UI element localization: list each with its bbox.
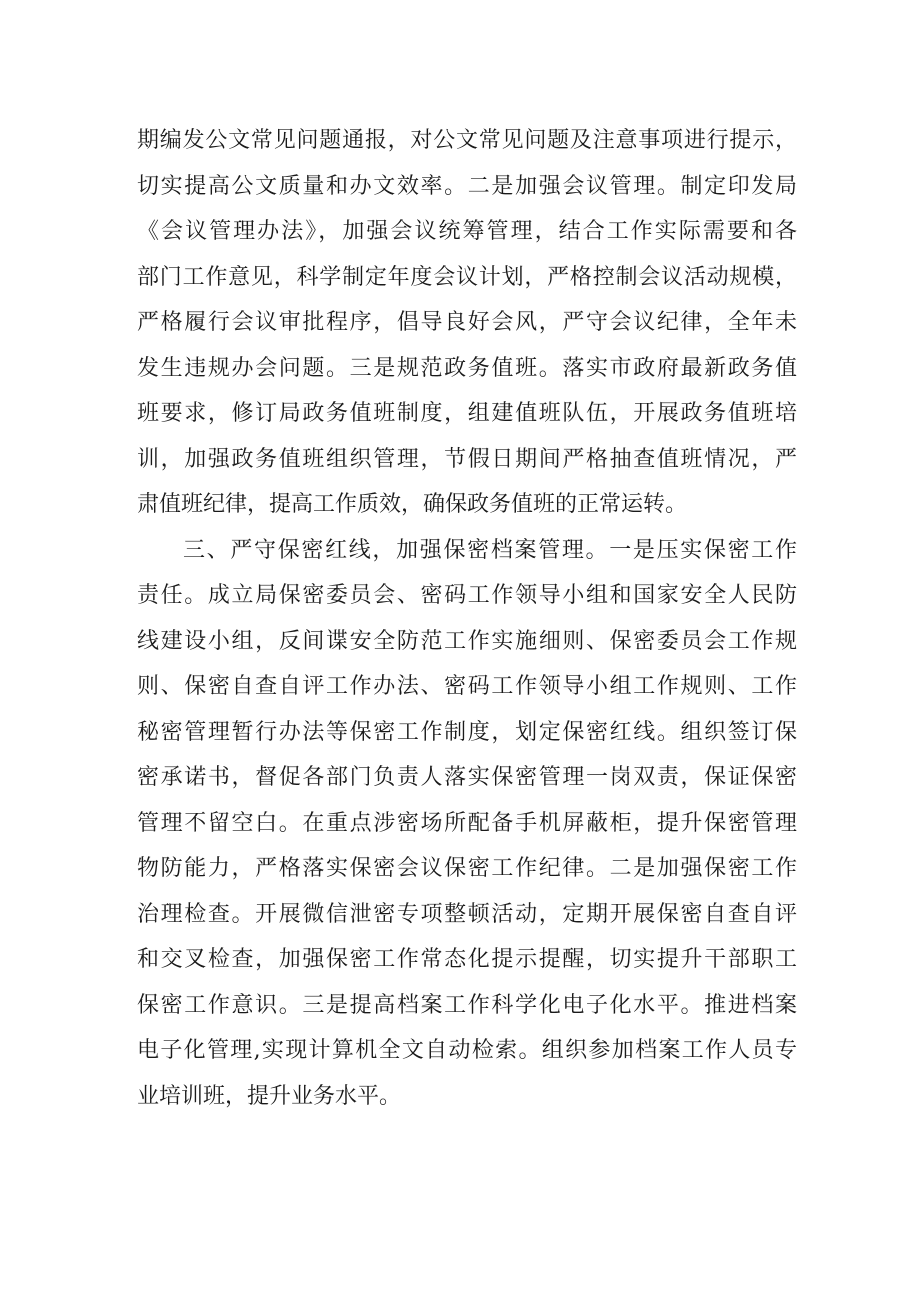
- text-line: 严格履行会议审批程序，倡导良好会风，严守会议纪律，全年未: [137, 310, 797, 335]
- text-line: 业培训班，提升业务水平。: [137, 1083, 402, 1109]
- text-line: 部门工作意见，科学制定年度会议计划，严格控制会议活动规模，: [137, 264, 797, 290]
- text-line: 责任。成立局保密委员会、密码工作领导小组和国家安全人民防: [137, 583, 797, 608]
- text-line: 和交叉检查，加强保密工作常态化提示提醒，切实提升干部职工: [137, 947, 797, 972]
- text-line: 肃值班纪律，提高工作质效，确保政务值班的正常运转。: [137, 492, 688, 517]
- text-line: 切实提高公文质量和办文效率。二是加强会议管理。制定印发局: [137, 173, 797, 199]
- text-line: 秘密管理暂行办法等保密工作制度，划定保密红线。组织签订保: [137, 719, 797, 745]
- text-line: 训，加强政务值班组织管理，节假日期间严格抽查值班情况，严: [137, 446, 797, 472]
- section-heading-line: 三、严守保密红线，加强保密档案管理。一是压实保密工作: [183, 537, 797, 563]
- text-line: 发生违规办会问题。三是规范政务值班。落实市政府最新政务值: [137, 355, 797, 381]
- text-line: 班要求，修订局政务值班制度，组建值班队伍，开展政务值班培: [137, 401, 797, 426]
- document-body: [137, 118, 797, 1119]
- text-line: 保密工作意识。三是提高档案工作科学化电子化水平。推进档案: [137, 992, 797, 1018]
- text-line: 电子化管理,实现计算机全文自动检索。组织参加档案工作人员专: [137, 1038, 797, 1063]
- text-line: 线建设小组，反间谍安全防范工作实施细则、保密委员会工作规: [137, 628, 797, 654]
- paragraph-2: [137, 528, 797, 1120]
- text-line: 期编发公文常见问题通报，对公文常见问题及注意事项进行提示，: [137, 128, 797, 153]
- text-line: 治理检查。开展微信泄密专项整顿活动，定期开展保密自查自评: [137, 901, 797, 927]
- paragraph-1: [137, 118, 797, 528]
- text-line: 《会议管理办法》，加强会议统筹管理，结合工作实际需要和各: [137, 219, 797, 244]
- text-line: 密承诺书，督促各部门负责人落实保密管理一岗双责，保证保密: [137, 765, 797, 790]
- text-line: 物防能力，严格落实保密会议保密工作纪律。二是加强保密工作: [137, 856, 797, 881]
- text-line: 则、保密自查自评工作办法、密码工作领导小组工作规则、工作: [137, 674, 797, 699]
- text-line: 管理不留空白。在重点涉密场所配备手机屏蔽柜，提升保密管理: [137, 810, 797, 836]
